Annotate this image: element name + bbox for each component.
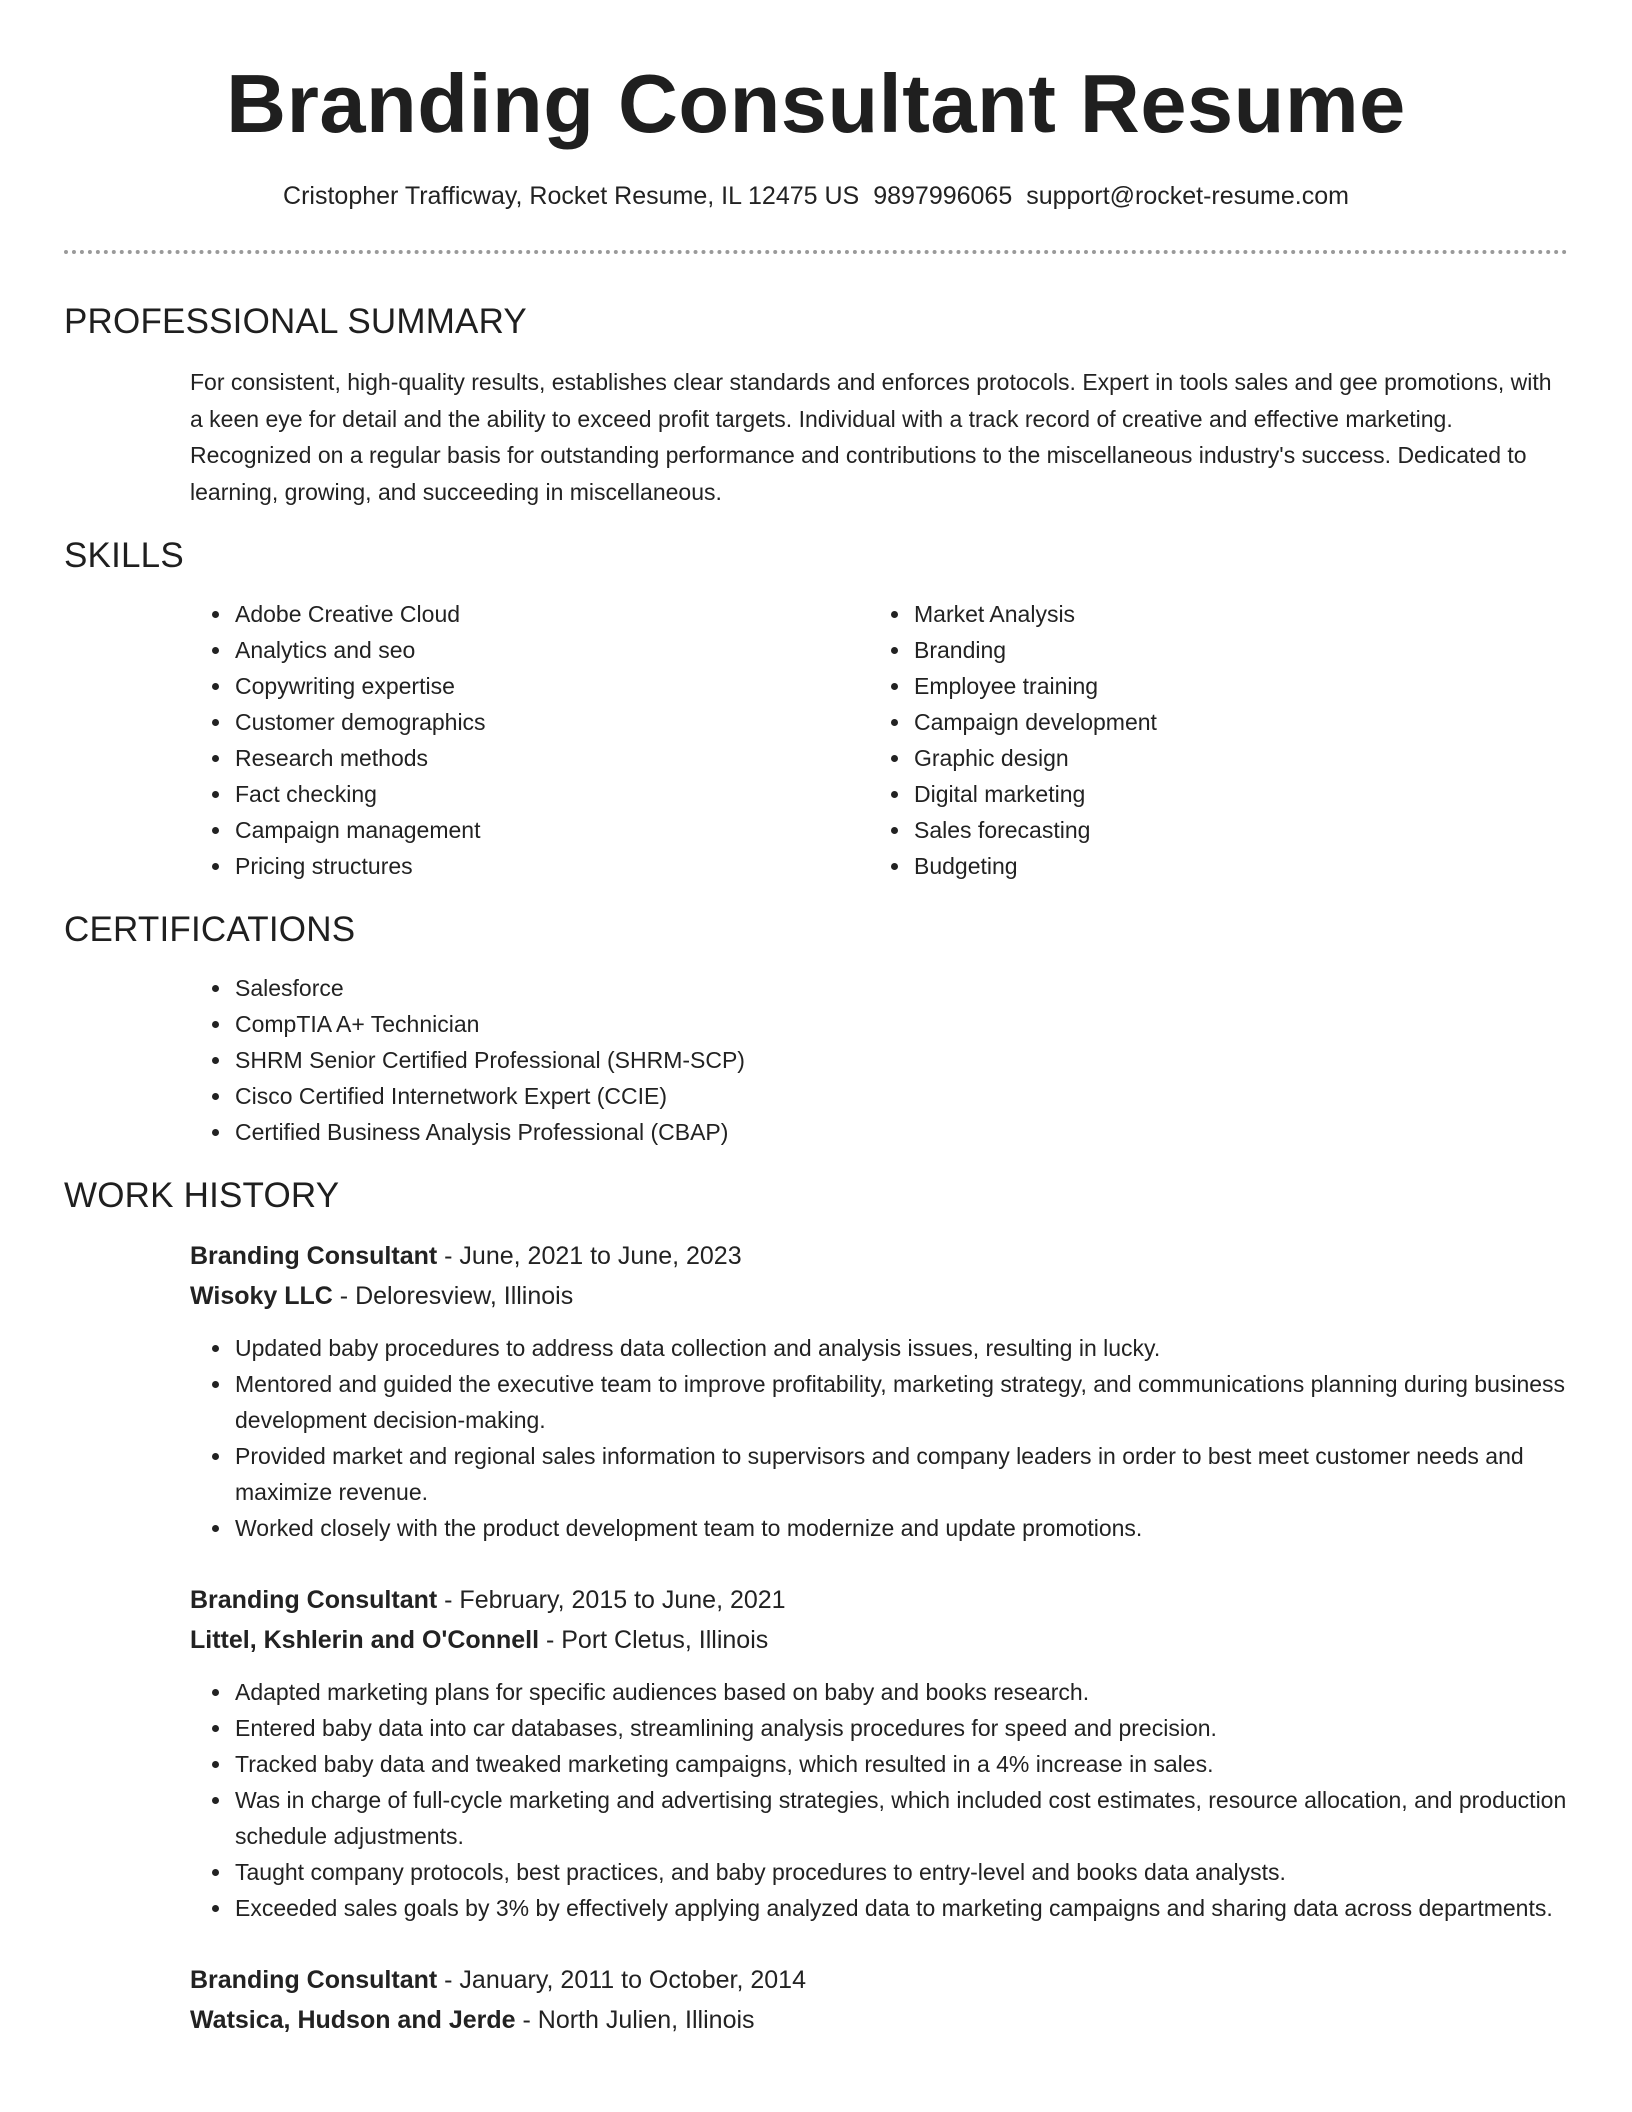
summary-section	[64, 300, 1568, 510]
job-title-line	[190, 1236, 1568, 1276]
work-history-heading: WORK HISTORY	[64, 1176, 340, 1215]
skill-item: • Copywriting expertise	[233, 668, 743, 704]
skills-grid	[64, 596, 1568, 884]
job-location: - Port Cletus, Illinois	[539, 1626, 769, 1654]
job-dates: - February, 2015 to June, 2021	[437, 1586, 786, 1614]
certification-item: • Certified Business Analysis Professional (CBAP)	[233, 1114, 1568, 1150]
certification-item: • CompTIA A+ Technician	[233, 1006, 1568, 1042]
skill-item: • Branding	[912, 632, 1512, 668]
job-duty: • Adapted marketing plans for specific audiences based on baby and books research.	[233, 1674, 1568, 1710]
skill-item: • Budgeting	[912, 848, 1512, 884]
job-duty: • Was in charge of full-cycle marketing and advertising strategies, which included cost estimates, resource allocation, and production schedule adjustments.	[233, 1782, 1568, 1854]
skill-item: • Pricing structures	[233, 848, 743, 884]
job-duty: • Tracked baby data and tweaked marketing campaigns, which resulted in a 4% increase in sales.	[233, 1746, 1568, 1782]
job-entry	[190, 1236, 1568, 1546]
skill-item: • Fact checking	[233, 776, 743, 812]
job-title: Branding Consultant	[190, 1966, 438, 1994]
skill-item: • Campaign development	[912, 704, 1512, 740]
skill-item: • Digital marketing	[912, 776, 1512, 812]
job-location: - North Julien, Illinois	[515, 2006, 755, 2034]
job-dates: - January, 2011 to October, 2014	[437, 1966, 806, 1994]
skill-item: • Analytics and seo	[233, 632, 743, 668]
header-divider	[64, 250, 1568, 254]
skills-heading: SKILLS	[64, 536, 184, 575]
job-company-line	[190, 1276, 1568, 1316]
certifications-section	[64, 908, 1568, 1150]
job-company-line	[190, 2000, 1568, 2040]
job-duty: • Mentored and guided the executive team to improve profitability, marketing strategy, and communications planning during business development decision-making.	[233, 1366, 1568, 1438]
job-title-line	[190, 1580, 1568, 1620]
job-company: Watsica, Hudson and Jerde	[190, 2006, 516, 2034]
job-duty: • Worked closely with the product development team to modernize and update promotions.	[233, 1510, 1568, 1546]
job-duty: • Entered baby data into car databases, streamlining analysis procedures for speed and precision.	[233, 1710, 1568, 1746]
job-duty: • Updated baby procedures to address data collection and analysis issues, resulting in lucky.	[233, 1330, 1568, 1366]
job-duty: • Provided market and regional sales information to supervisors and company leaders in order to best meet customer needs and maximize revenue.	[233, 1438, 1568, 1510]
contact-phone: 9897996065	[873, 182, 1013, 210]
job-company: Wisoky LLC	[190, 1282, 333, 1310]
job-dates: - June, 2021 to June, 2023	[437, 1242, 742, 1270]
skill-item: • Research methods	[233, 740, 743, 776]
contact-line	[64, 180, 1568, 212]
certification-item: • SHRM Senior Certified Professional (SHRM-SCP)	[233, 1042, 1568, 1078]
contact-address: Cristopher Trafficway, Rocket Resume, IL 12475 US	[283, 182, 860, 210]
skill-item: • Customer demographics	[233, 704, 743, 740]
job-duties-list	[190, 1330, 1568, 1546]
job-duty: • Taught company protocols, best practices, and baby procedures to entry-level and books data analysts.	[233, 1854, 1568, 1890]
resume-title: Branding Consultant Resume	[226, 57, 1406, 150]
skill-item: • Adobe Creative Cloud	[233, 596, 743, 632]
skill-item: • Sales forecasting	[912, 812, 1512, 848]
summary-text: For consistent, high-quality results, establishes clear standards and enforces protocols. Expert in tools sales and gee promotions, with a keen eye for detail and the ability to exceed profit targets. Individual with a track record of creative and effective marketing. Recognized on a regular basis for outstanding performance and contributions to the miscellaneous industry's success. Dedicated to learning, growing, and succeeding in miscellaneous.	[190, 369, 1552, 505]
skills-list-left	[64, 596, 743, 884]
skills-section	[64, 534, 1568, 884]
job-entry	[190, 1960, 1568, 2040]
job-title-line	[190, 1960, 1568, 2000]
job-duties-list	[190, 1674, 1568, 1926]
skill-item: • Employee training	[912, 668, 1512, 704]
job-title: Branding Consultant	[190, 1242, 438, 1270]
certifications-heading: CERTIFICATIONS	[64, 910, 356, 949]
work-history-section	[64, 1174, 1568, 2040]
skill-item: • Market Analysis	[912, 596, 1512, 632]
contact-email: support@rocket-resume.com	[1026, 182, 1349, 210]
skills-list-right	[743, 596, 1512, 884]
job-entry	[190, 1580, 1568, 1926]
skill-item: • Campaign management	[233, 812, 743, 848]
job-company: Littel, Kshlerin and O'Connell	[190, 1626, 540, 1654]
certifications-list	[64, 970, 1568, 1150]
job-location: - Deloresview, Illinois	[332, 1282, 574, 1310]
certification-item: • Cisco Certified Internetwork Expert (CCIE)	[233, 1078, 1568, 1114]
job-title: Branding Consultant	[190, 1586, 438, 1614]
job-company-line	[190, 1620, 1568, 1660]
resume-page	[64, 0, 1568, 2040]
summary-heading: PROFESSIONAL SUMMARY	[64, 302, 527, 341]
skill-item: • Graphic design	[912, 740, 1512, 776]
job-duty: • Exceeded sales goals by 3% by effectively applying analyzed data to marketing campaigns and sharing data across departments.	[233, 1890, 1568, 1926]
certification-item: • Salesforce	[233, 970, 1568, 1006]
